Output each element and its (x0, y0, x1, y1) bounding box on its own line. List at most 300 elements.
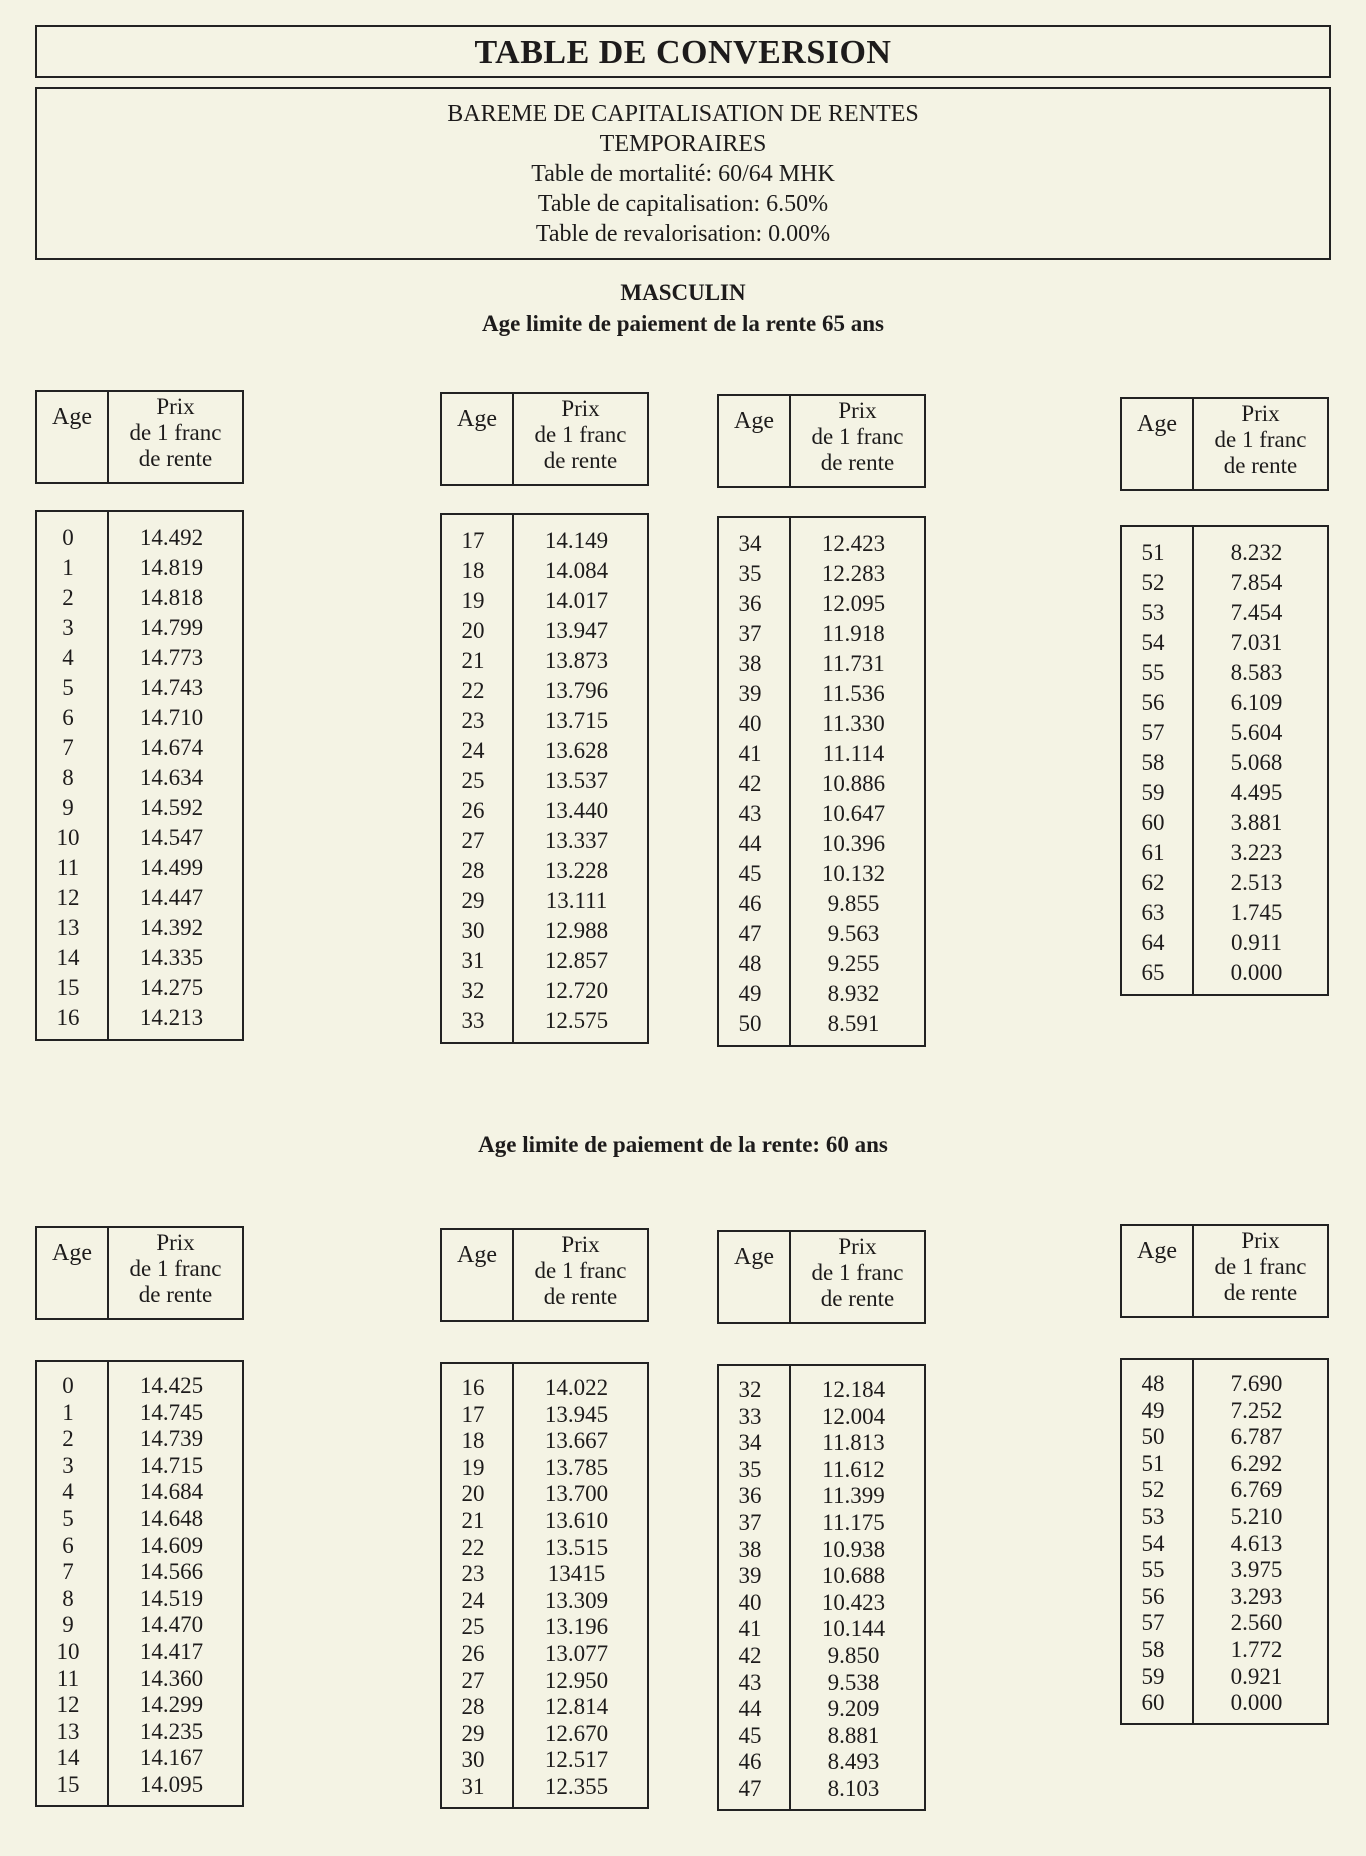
price-cell: 14.470 (139, 1612, 204, 1638)
price-cell: 14.213 (139, 1005, 204, 1030)
table-row (37, 1453, 242, 1480)
age-cell: 3 (62, 1452, 74, 1478)
price-cell: 4.613 (1230, 1530, 1283, 1556)
table-row (1122, 1664, 1327, 1691)
table-row (442, 586, 647, 616)
age-cell: 10 (56, 825, 80, 850)
price-cell: 3.223 (1230, 840, 1283, 865)
table-65-header-2 (440, 392, 649, 486)
age-cell: 32 (461, 978, 485, 1003)
price-cell: 14.149 (544, 528, 609, 553)
table-row (37, 853, 242, 883)
age-column-header: Age (442, 394, 514, 484)
price-cell: 14.335 (139, 945, 204, 970)
table-row (37, 1586, 242, 1613)
table-row (37, 883, 242, 913)
age-cell: 19 (461, 588, 485, 613)
table-row (442, 526, 647, 556)
table-60-body-1 (35, 1360, 244, 1807)
table-60-header-4 (1120, 1224, 1329, 1318)
table-row (37, 973, 242, 1003)
price-cell: 14.743 (139, 675, 204, 700)
price-cell: 13415 (547, 1561, 606, 1587)
price-cell: 14.275 (139, 975, 204, 1000)
age-cell: 36 (738, 591, 762, 616)
age-cell: 57 (1141, 1610, 1165, 1636)
age-column-header: Age (442, 1230, 514, 1320)
table-row (442, 1614, 647, 1641)
table-row (442, 1721, 647, 1748)
table-row (442, 916, 647, 946)
table-row (1122, 718, 1327, 748)
table-row (442, 1774, 647, 1801)
price-cell: 8.932 (827, 981, 880, 1006)
price-cell: 14.299 (139, 1692, 204, 1718)
table-60-header-3 (717, 1230, 926, 1324)
table-row (719, 1643, 924, 1670)
price-cell: 2.513 (1230, 870, 1283, 895)
age-cell: 6 (62, 705, 74, 730)
info-line-1: BAREME DE CAPITALISATION DE RENTES (447, 101, 919, 127)
age-cell: 33 (738, 1403, 762, 1429)
age-cell: 12 (56, 885, 80, 910)
table-row (1122, 898, 1327, 928)
price-cell: 13.667 (544, 1428, 609, 1454)
age-cell: 57 (1141, 720, 1165, 745)
table-row (37, 1612, 242, 1639)
info-line-5: Table de revalorisation: 0.00% (535, 221, 831, 247)
age-cell: 56 (1141, 690, 1165, 715)
price-cell: 0.000 (1230, 1690, 1283, 1716)
price-cell: 7.454 (1230, 600, 1283, 625)
price-cell: 14.745 (139, 1399, 204, 1425)
price-cell: 11.536 (822, 681, 885, 706)
table-row (442, 796, 647, 826)
price-column-header (791, 396, 924, 486)
price-cell: 10.396 (821, 831, 886, 856)
price-cell: 9.563 (827, 921, 880, 946)
table-row (1122, 808, 1327, 838)
age-column-header: Age (37, 1228, 109, 1318)
price-cell: 13.077 (544, 1640, 609, 1666)
price-cell: 12.575 (544, 1008, 609, 1033)
price-cell: 3.975 (1230, 1557, 1283, 1583)
age-cell: 51 (1141, 540, 1165, 565)
table-60-body-3 (717, 1364, 926, 1811)
table-row (442, 616, 647, 646)
price-column-header (514, 394, 647, 484)
table-row (442, 706, 647, 736)
table-row (442, 1508, 647, 1535)
age-cell: 28 (461, 1694, 485, 1720)
table-row (442, 1561, 647, 1588)
table-row (719, 799, 924, 829)
price-cell: 0.000 (1230, 960, 1283, 985)
age-cell: 19 (461, 1454, 485, 1480)
price-cell: 14.609 (139, 1532, 204, 1558)
table-65-header-3 (717, 394, 926, 488)
price-cell: 12.095 (821, 591, 886, 616)
price-column-header (109, 1228, 242, 1318)
price-cell: 6.769 (1230, 1477, 1283, 1503)
price-cell: 11.114 (822, 741, 885, 766)
price-header-line: Prix (1241, 401, 1280, 426)
table-row (37, 1745, 242, 1772)
table-row (719, 1510, 924, 1537)
age-cell: 17 (461, 528, 485, 553)
table-row (1122, 1371, 1327, 1398)
price-header-line: Prix (561, 396, 600, 421)
age-cell: 24 (461, 738, 485, 763)
price-cell: 14.592 (139, 795, 204, 820)
price-cell: 14.648 (139, 1505, 204, 1531)
age-column-header: Age (1122, 1226, 1194, 1316)
price-header-line: Prix (561, 1232, 600, 1257)
age-cell: 37 (738, 621, 762, 646)
price-cell: 14.392 (139, 915, 204, 940)
price-cell: 14.739 (139, 1426, 204, 1452)
price-cell: 8.591 (827, 1011, 880, 1036)
age-cell: 54 (1141, 1530, 1165, 1556)
price-cell: 10.938 (821, 1536, 886, 1562)
section-60-heading: Age limite de paiement de la rente: 60 ans (478, 1132, 888, 1157)
price-cell: 13.440 (544, 798, 609, 823)
price-cell: 14.360 (139, 1665, 204, 1691)
table-row (442, 1402, 647, 1429)
title-box (35, 25, 1331, 78)
table-row (719, 1696, 924, 1723)
price-cell: 14.710 (139, 705, 204, 730)
price-cell: 6.109 (1230, 690, 1283, 715)
price-cell: 12.950 (544, 1667, 609, 1693)
age-cell: 27 (461, 1667, 485, 1693)
age-cell: 22 (461, 1534, 485, 1560)
price-cell: 12.814 (544, 1694, 609, 1720)
age-cell: 36 (738, 1483, 762, 1509)
age-column-header: Age (719, 396, 791, 486)
age-cell: 29 (461, 1720, 485, 1746)
price-header-line: de 1 franc (534, 422, 627, 447)
table-row (1122, 838, 1327, 868)
age-cell: 45 (738, 1722, 762, 1748)
table-row (719, 1616, 924, 1643)
gender-heading: MASCULIN (620, 280, 746, 305)
table-row (719, 919, 924, 949)
table-row (37, 1772, 242, 1799)
info-line-4: Table de capitalisation: 6.50% (537, 191, 829, 217)
price-cell: 7.854 (1230, 570, 1283, 595)
price-cell: 8.232 (1230, 540, 1283, 565)
table-row (442, 1481, 647, 1508)
table-row (1122, 868, 1327, 898)
table-row (37, 583, 242, 613)
table-row (37, 643, 242, 673)
price-cell: 13.228 (544, 858, 609, 883)
age-cell: 31 (461, 1773, 485, 1799)
price-cell: 9.209 (827, 1696, 880, 1722)
age-cell: 0 (62, 525, 74, 550)
age-cell: 24 (461, 1587, 485, 1613)
age-cell: 20 (461, 618, 485, 643)
age-cell: 1 (62, 1399, 74, 1425)
age-cell: 60 (1141, 1690, 1165, 1716)
price-header-line: Prix (838, 1234, 877, 1259)
table-row (719, 619, 924, 649)
price-header-line: de rente (1223, 1280, 1298, 1305)
age-cell: 17 (461, 1401, 485, 1427)
table-row (719, 1749, 924, 1776)
table-row (442, 826, 647, 856)
age-cell: 41 (738, 741, 762, 766)
table-65-body-1 (35, 510, 244, 1041)
age-cell: 56 (1141, 1583, 1165, 1609)
age-cell: 33 (461, 1008, 485, 1033)
age-cell: 45 (738, 861, 762, 886)
table-row (37, 1719, 242, 1746)
table-row (1122, 1398, 1327, 1425)
price-cell: 11.918 (822, 621, 885, 646)
table-60-header-1 (35, 1226, 244, 1320)
age-cell: 35 (738, 561, 762, 586)
price-cell: 2.560 (1230, 1610, 1283, 1636)
price-cell: 0.921 (1230, 1663, 1283, 1689)
age-cell: 8 (62, 1585, 74, 1611)
table-row (719, 589, 924, 619)
price-cell: 5.068 (1230, 750, 1283, 775)
age-cell: 13 (56, 1718, 80, 1744)
table-row (37, 1692, 242, 1719)
age-cell: 14 (56, 945, 80, 970)
price-cell: 14.773 (139, 645, 204, 670)
price-cell: 12.670 (544, 1720, 609, 1746)
age-cell: 13 (56, 915, 80, 940)
price-cell: 13.947 (544, 618, 609, 643)
age-cell: 27 (461, 828, 485, 853)
price-cell: 13.715 (544, 708, 609, 733)
age-cell: 39 (738, 681, 762, 706)
price-cell: 12.184 (821, 1377, 886, 1402)
age-cell: 47 (738, 1775, 762, 1801)
price-header-line: Prix (156, 1230, 195, 1255)
age-cell: 21 (461, 648, 485, 673)
table-row (37, 1426, 242, 1453)
price-cell: 14.566 (139, 1559, 204, 1585)
table-row (37, 943, 242, 973)
age-cell: 21 (461, 1507, 485, 1533)
age-cell: 3 (62, 615, 74, 640)
age-cell: 4 (62, 1479, 74, 1505)
age-cell: 58 (1141, 750, 1165, 775)
price-header-line: de rente (1223, 453, 1298, 478)
price-cell: 5.604 (1230, 720, 1283, 745)
table-row (719, 559, 924, 589)
price-cell: 12.004 (821, 1403, 886, 1429)
table-row (37, 823, 242, 853)
price-cell: 10.132 (821, 861, 886, 886)
table-row (442, 646, 647, 676)
table-row (37, 1639, 242, 1666)
price-cell: 12.517 (544, 1747, 609, 1773)
price-cell: 10.886 (821, 771, 886, 796)
age-cell: 46 (738, 1749, 762, 1775)
table-row (719, 709, 924, 739)
table-row (1122, 1637, 1327, 1664)
table-row (37, 1666, 242, 1693)
age-cell: 38 (738, 1536, 762, 1562)
price-cell: 14.519 (139, 1585, 204, 1611)
age-cell: 18 (461, 558, 485, 583)
table-row (719, 1377, 924, 1404)
age-cell: 1 (62, 555, 74, 580)
table-row (37, 763, 242, 793)
table-row (442, 1455, 647, 1482)
age-cell: 16 (56, 1005, 80, 1030)
age-cell: 6 (62, 1532, 74, 1558)
price-cell: 14.715 (139, 1452, 204, 1478)
price-cell: 14.447 (139, 885, 204, 910)
age-cell: 4 (62, 645, 74, 670)
age-cell: 29 (461, 888, 485, 913)
price-cell: 14.674 (139, 735, 204, 760)
price-cell: 13.537 (544, 768, 609, 793)
age-cell: 7 (62, 735, 74, 760)
age-cell: 50 (1141, 1424, 1165, 1450)
price-cell: 14.799 (139, 615, 204, 640)
price-cell: 8.103 (827, 1775, 880, 1801)
age-cell: 59 (1141, 780, 1165, 805)
table-row (37, 1003, 242, 1033)
price-cell: 12.857 (544, 948, 609, 973)
price-header-line: de rente (543, 448, 618, 473)
age-cell: 44 (738, 831, 762, 856)
table-60-body-4 (1120, 1358, 1329, 1725)
table-row (1122, 778, 1327, 808)
age-column-header: Age (719, 1232, 791, 1322)
table-row (719, 1776, 924, 1803)
price-cell: 9.538 (827, 1669, 880, 1695)
age-cell: 38 (738, 651, 762, 676)
price-cell: 13.196 (544, 1614, 609, 1640)
age-cell: 2 (62, 585, 74, 610)
table-row (37, 913, 242, 943)
age-cell: 43 (738, 801, 762, 826)
table-row (37, 1533, 242, 1560)
price-cell: 14.095 (139, 1771, 204, 1797)
table-row (1122, 538, 1327, 568)
price-cell: 14.492 (139, 525, 204, 550)
price-header-line: Prix (156, 394, 195, 419)
price-cell: 10.647 (821, 801, 886, 826)
table-row (1122, 1451, 1327, 1478)
table-row (719, 1430, 924, 1457)
price-cell: 13.796 (544, 678, 609, 703)
price-header-line: de 1 franc (129, 1256, 222, 1281)
age-cell: 23 (461, 708, 485, 733)
price-cell: 14.818 (139, 585, 204, 610)
price-cell: 10.688 (821, 1563, 886, 1589)
table-row (442, 1668, 647, 1695)
table-row (719, 769, 924, 799)
age-cell: 34 (738, 531, 762, 556)
price-cell: 13.515 (544, 1534, 609, 1560)
table-row (37, 703, 242, 733)
price-cell: 1.772 (1230, 1636, 1283, 1662)
age-cell: 25 (461, 1614, 485, 1640)
price-header-line: Prix (838, 398, 877, 423)
table-row (442, 886, 647, 916)
table-row (37, 523, 242, 553)
age-cell: 44 (738, 1696, 762, 1722)
table-row (37, 553, 242, 583)
table-row (37, 1400, 242, 1427)
table-row (719, 949, 924, 979)
age-cell: 20 (461, 1481, 485, 1507)
table-row (719, 739, 924, 769)
table-row (442, 556, 647, 586)
table-row (719, 649, 924, 679)
price-cell: 14.634 (139, 765, 204, 790)
age-cell: 41 (738, 1616, 762, 1642)
price-cell: 7.031 (1230, 630, 1283, 655)
price-cell: 10.423 (821, 1589, 886, 1615)
table-row (1122, 1477, 1327, 1504)
table-row (442, 1375, 647, 1402)
age-cell: 53 (1141, 600, 1165, 625)
age-cell: 10 (56, 1638, 80, 1664)
price-cell: 1.745 (1230, 900, 1283, 925)
age-cell: 7 (62, 1559, 74, 1585)
age-cell: 25 (461, 768, 485, 793)
table-row (719, 859, 924, 889)
age-cell: 37 (738, 1509, 762, 1535)
price-cell: 13.111 (545, 888, 608, 913)
table-row (719, 679, 924, 709)
age-cell: 46 (738, 891, 762, 916)
age-cell: 34 (738, 1430, 762, 1456)
age-cell: 35 (738, 1456, 762, 1482)
table-row (719, 1723, 924, 1750)
age-cell: 30 (461, 918, 485, 943)
price-cell: 8.881 (827, 1722, 880, 1748)
table-row (442, 766, 647, 796)
price-header-line: de rente (138, 446, 213, 471)
age-cell: 8 (62, 765, 74, 790)
age-cell: 53 (1141, 1503, 1165, 1529)
table-row (442, 736, 647, 766)
table-row (1122, 1504, 1327, 1531)
age-cell: 48 (1141, 1371, 1165, 1396)
age-cell: 0 (62, 1373, 74, 1398)
age-cell: 15 (56, 975, 80, 1000)
age-cell: 9 (62, 1612, 74, 1638)
price-cell: 13.309 (544, 1587, 609, 1613)
price-cell: 12.283 (821, 561, 886, 586)
age-cell: 58 (1141, 1636, 1165, 1662)
price-cell: 10.144 (821, 1616, 886, 1642)
price-cell: 12.355 (544, 1773, 609, 1799)
table-row (1122, 1424, 1327, 1451)
info-line-2: TEMPORAIRES (599, 131, 767, 157)
table-row (442, 1535, 647, 1562)
table-row (719, 829, 924, 859)
info-box (35, 87, 1331, 260)
age-cell: 26 (461, 798, 485, 823)
age-cell: 18 (461, 1428, 485, 1454)
table-row (442, 1641, 647, 1668)
table-row (37, 1373, 242, 1400)
price-header-line: de 1 franc (129, 420, 222, 445)
table-row (1122, 928, 1327, 958)
